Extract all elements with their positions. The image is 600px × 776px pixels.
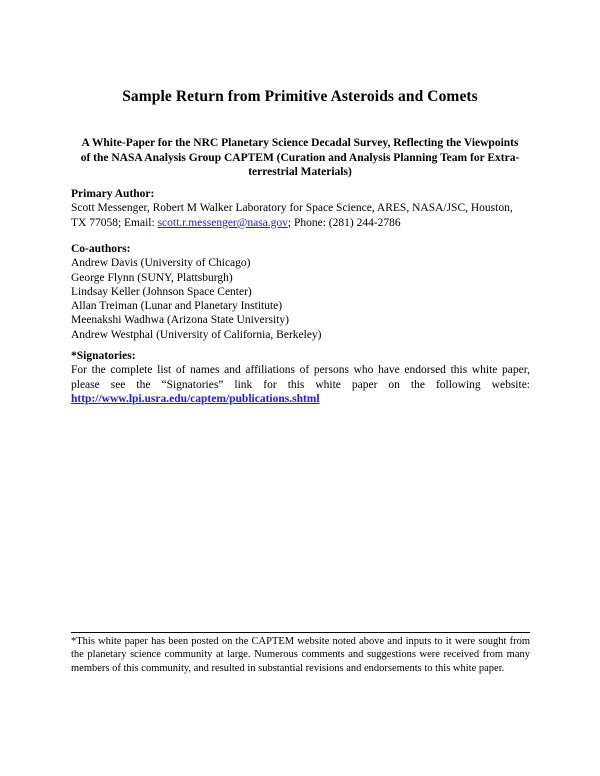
coauthors-section: [71, 242, 530, 342]
primary-author-section: [71, 187, 530, 230]
footnote-divider: [71, 632, 530, 633]
coauthor-name: Meenakshi Wadhwa (Arizona State University): [71, 314, 289, 327]
primary-author-label: Primary Author:: [71, 188, 155, 200]
signatories-description: For the complete list of names and affiliations of persons who have endorsed this white paper, please see the “Signatories” link for this white paper on the following website:: [71, 364, 530, 391]
document-subtitle: [76, 136, 524, 180]
primary-author-email-link[interactable]: scott.r.messenger@nasa.gov: [157, 216, 288, 229]
signatories-text: [71, 363, 530, 406]
coauthor-name: Lindsay Keller (Johnson Space Center): [71, 285, 252, 298]
primary-author-phone: ; Phone: (281) 244-2786: [287, 216, 401, 229]
signatories-section: [71, 349, 530, 406]
primary-author-details: [71, 201, 530, 230]
subtitle-line-3: terrestrial Materials): [248, 166, 352, 178]
coauthor-name: George Flynn (SUNY, Plattsburgh): [71, 271, 233, 284]
signatories-label: *Signatories:: [71, 350, 136, 362]
captem-publications-link[interactable]: http://www.lpi.usra.edu/captem/publications.shtml: [71, 392, 320, 405]
coauthor-name: Andrew Westphal (University of California, Berkeley): [71, 328, 322, 341]
document-title: Sample Return from Primitive Asteroids and Comets: [122, 88, 478, 105]
coauthor-name: Andrew Davis (University of Chicago): [71, 257, 251, 270]
coauthors-label: Co-authors:: [71, 243, 131, 255]
subtitle-line-2: of the NASA Analysis Group CAPTEM (Curation and Analysis Planning Team for Extra-: [80, 151, 520, 164]
subtitle-line-1: A White-Paper for the NRC Planetary Science Decadal Survey, Reflecting the Viewpoints: [81, 137, 519, 149]
coauthor-name: Allan Treiman (Lunar and Planetary Institute): [71, 300, 283, 313]
footnote: *This white paper has been posted on the CAPTEM website noted above and inputs to it were sought from the planetary science community at large. Numerous comments and suggestions were received from many members of this community, and resulted in substantial revisions and endorsements to this white paper.: [71, 636, 530, 674]
primary-author-affiliation: Scott Messenger, Robert M Walker Laboratory for Space Science, ARES, NASA/JSC, Houston, TX 77058; Email:: [71, 202, 513, 229]
